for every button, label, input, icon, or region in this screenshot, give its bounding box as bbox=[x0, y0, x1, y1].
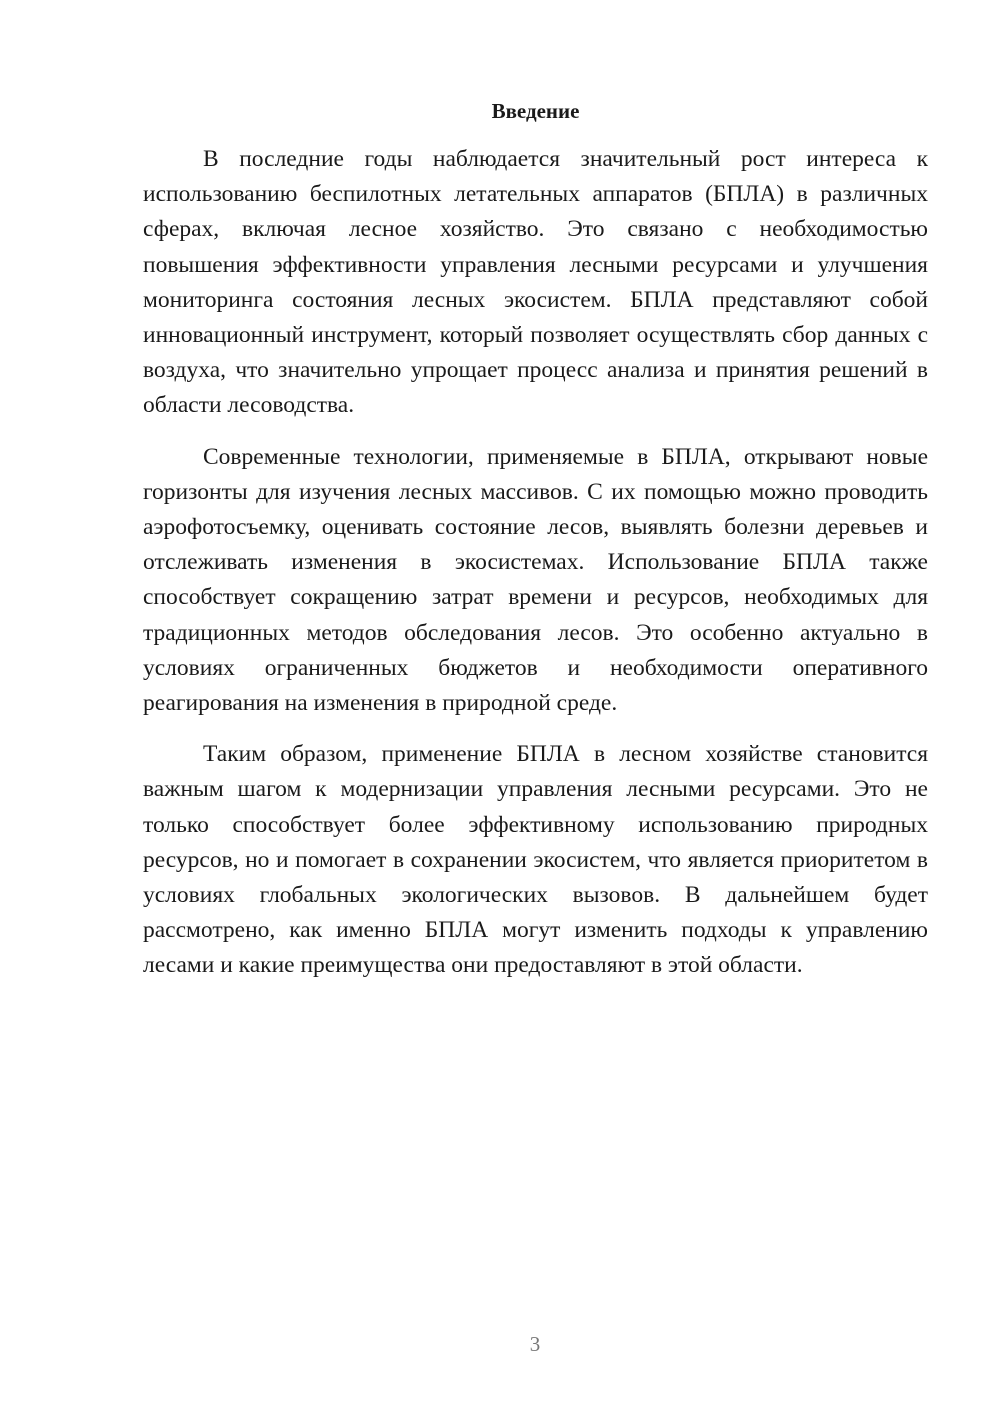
body-text bbox=[143, 142, 928, 1000]
paragraph-1: В последние годы наблюдается значительный рост интереса к использованию беспилотных летательных аппаратов (БПЛА) в различных сферах, включая лесное хозяйство. Это связано с необходимостью повышения эффективности управления лесными ресурсами и улучшения мониторинга состояния лесных экосистем. БПЛА представляют собой инновационный инструмент, который позволяет осуществлять сбор данных с воздуха, что значительно упрощает процесс анализа и принятия решений в области лесоводства. bbox=[143, 146, 928, 419]
paragraph-2: Современные технологии, применяемые в БПЛА, открывают новые горизонты для изучения лесных массивов. С их помощью можно проводить аэрофотосъемку, оценивать состояние лесов, выявлять болезни деревьев и отслеживать изменения в экосистемах. Использование БПЛА также способствует сокращению затрат времени и ресурсов, необходимых для традиционных методов обследования лесов. Это особенно актуально в условиях ограниченных бюджетов и необходимости оперативного реагирования на изменения в природной среде. bbox=[143, 443, 928, 717]
paragraph-3: Таким образом, применение БПЛА в лесном хозяйстве становится важным шагом к модернизации управления лесными ресурсами. Это не только способствует более эффективному использованию природных ресурсов, но и помогает в сохранении экосистем, что является приоритетом в условиях глобальных экологических вызовов. В дальнейшем будет рассмотрено, как именно БПЛА могут изменить подходы к управлению лесами и какие преимущества они предоставляют в этой области. bbox=[143, 741, 928, 979]
section-title: Введение bbox=[491, 99, 580, 123]
page-number: 3 bbox=[529, 1332, 541, 1356]
